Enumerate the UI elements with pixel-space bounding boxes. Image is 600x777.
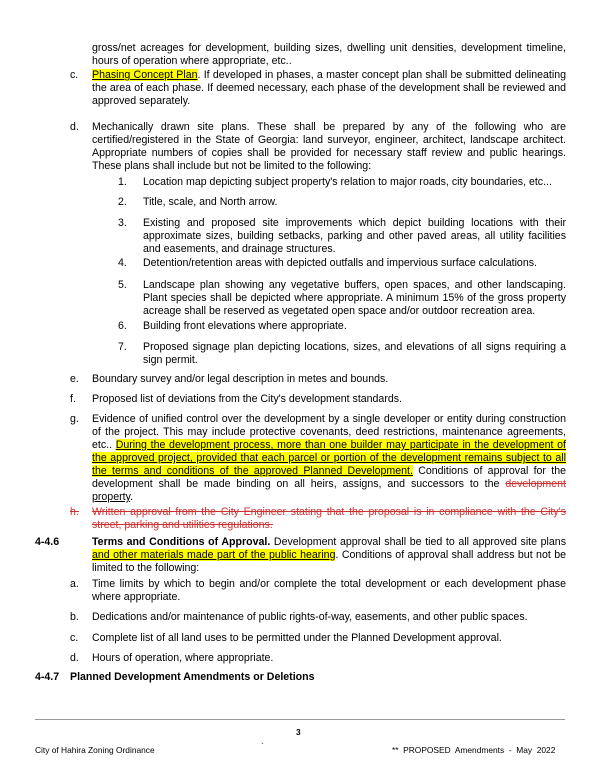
sub-item: Existing and proposed site improvements which depict building locations with their approximate sizes, building setbacks, parking and other paved areas, all utility facilities and easements, and drainage structures.: [143, 217, 566, 255]
list-marker-struck: h.: [70, 506, 79, 518]
section-heading: Planned Development Amendments or Deletions: [70, 671, 315, 683]
footer-center-mark: `: [261, 741, 264, 751]
highlighted-title: Phasing Concept Plan: [92, 69, 198, 81]
section-terms-conditions: [92, 536, 566, 575]
list-item: Complete list of all land uses to be permitted under the Planned Development approval.: [92, 632, 502, 644]
list-marker: d.: [70, 652, 79, 664]
deleted-text: development: [505, 478, 566, 490]
list-marker: a.: [70, 578, 79, 590]
list-marker: g.: [70, 413, 79, 425]
sub-marker: 2.: [118, 196, 127, 208]
list-marker: e.: [70, 373, 79, 385]
sub-item: Building front elevations where appropriate.: [143, 320, 347, 332]
sub-item: Detention/retention areas with depicted outfalls and impervious surface calculations.: [143, 257, 537, 269]
section-number: 4-4.7: [35, 671, 60, 683]
list-marker: c.: [70, 69, 79, 81]
list-item-engineer-approval-deleted: Written approval from the City Engineer stating that the proposal is in compliance with the City's street, parking and utilities regulations.: [92, 506, 566, 531]
section-title: Terms and Conditions of Approval.: [92, 536, 271, 548]
sub-marker: 6.: [118, 320, 127, 332]
sub-marker: 5.: [118, 279, 127, 291]
section-number: 4-4.6: [35, 536, 60, 548]
sub-item: Landscape plan showing any vegetative buffers, open spaces, and other landscaping. Plant species shall be depicted where appropriate. A minimum 15% of the gross property acreage shall be reserved as vegetated open space and/or outdoor recreation area.: [143, 279, 566, 317]
list-item-site-plans: Mechanically drawn site plans. These shall be prepared by any of the following who are certified/registered in the State of Georgia: land surveyor, engineer, architect, landscape architect. Appropriate numbers of copies shall be provided for necessary staff review and public hearings. These plans shall include but not be limited to the following:: [92, 121, 566, 172]
continuation-text: gross/net acreages for development, building sizes, dwelling unit densities, development timeline, hours of operation where appropriate, etc..: [92, 42, 566, 67]
section-text: Development approval shall be tied to all approved site plans: [270, 536, 566, 548]
item-text: Evidence of unified control over the development by a single developer or entity during construction of the project. This may include protective covenants, deed restrictions, maintenance agreements, etc..: [92, 413, 566, 451]
footer-rule: [35, 719, 565, 720]
list-item: Time limits by which to begin and/or complete the total development or each development phase where appropriate.: [92, 578, 566, 603]
footer-right: ** PROPOSED Amendments - May 2022: [392, 745, 556, 755]
footer-left: City of Hahira Zoning Ordinance: [35, 745, 155, 755]
item-text: . If developed in phases, a master concept plan shall be submitted delineating the area of each phase. If deemed necessary, each phase of the development shall be reviewed and approved separately.: [92, 69, 566, 107]
sub-item: Location map depicting subject property's relation to major roads, city boundaries, etc...: [143, 176, 552, 188]
list-marker: c.: [70, 632, 79, 644]
inserted-text: property: [92, 491, 131, 503]
section-text: . Conditions of approval shall address but not be limited to the following:: [92, 549, 566, 574]
list-marker: d.: [70, 121, 79, 133]
sub-marker: 4.: [118, 257, 127, 269]
list-item-unified-control: [92, 413, 566, 504]
page-number: 3: [296, 727, 301, 737]
sub-item: Proposed signage plan depicting locations, sizes, and elevations of all signs requiring a sign permit.: [143, 341, 566, 366]
sub-marker: 3.: [118, 217, 127, 229]
list-item: Hours of operation, where appropriate.: [92, 652, 274, 664]
list-marker: b.: [70, 611, 79, 623]
sub-item: Title, scale, and North arrow.: [143, 196, 278, 208]
list-item-boundary-survey: Boundary survey and/or legal description in metes and bounds.: [92, 373, 389, 385]
list-item-phasing-concept-plan: [92, 69, 566, 108]
item-text: .: [130, 491, 134, 503]
item-text: Conditions of approval for the development shall be made binding on all heirs, assigns, and successors to the: [92, 465, 566, 490]
highlighted-insertion: During the development process, more than one builder may participate in the development of the approved project, provided that each parcel or portion of the development remains subject to all the terms and conditions of the approved Planned Development.: [92, 439, 566, 477]
sub-marker: 1.: [118, 176, 127, 188]
list-item: Dedications and/or maintenance of public rights-of-way, easements, and other public spaces.: [92, 611, 528, 623]
list-item-deviations: Proposed list of deviations from the City's development standards.: [92, 393, 402, 405]
list-marker: f.: [70, 393, 76, 405]
highlighted-insertion: and other materials made part of the public hearing: [92, 549, 336, 561]
sub-marker: 7.: [118, 341, 127, 353]
